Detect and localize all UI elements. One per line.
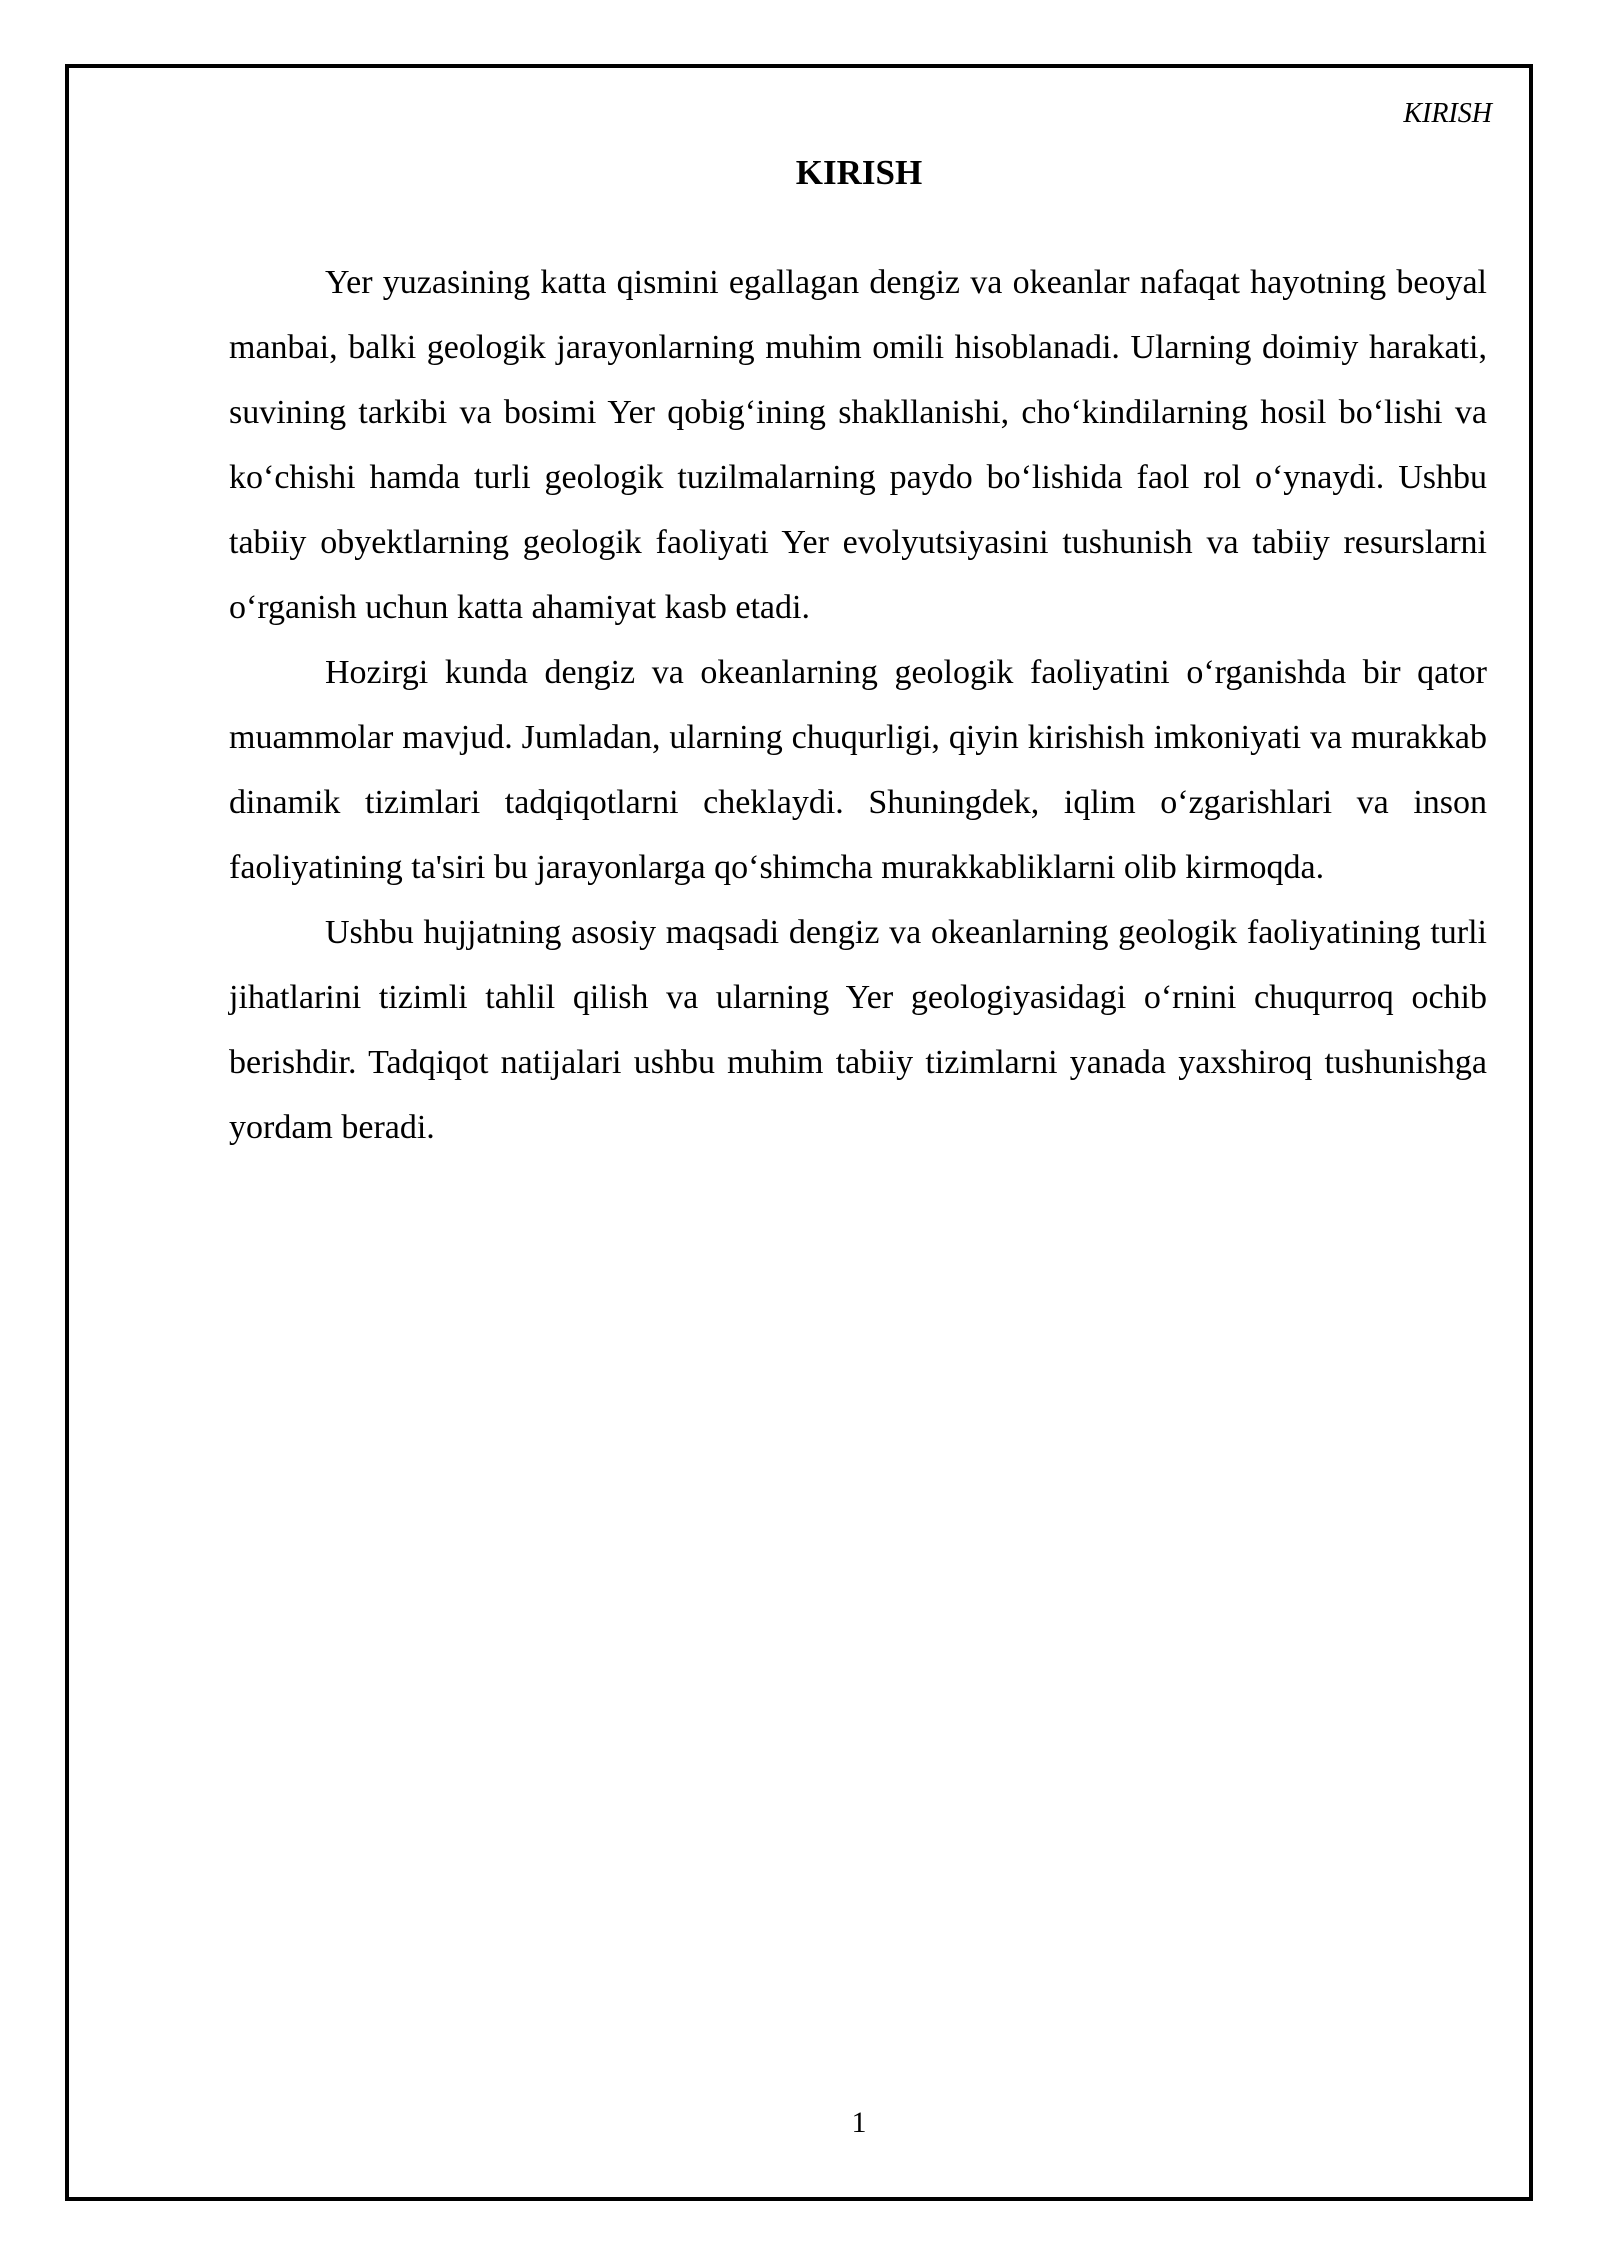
document-body [229,250,1487,1160]
paragraph-3: Ushbu hujjatning asosiy maqsadi dengiz va okeanlarning geologik faoliyatining turli jihatlarini tizimli tahlil qilish va ularning Yer geologiyasidagi o‘rnini chuqurroq ochib berishdir. Tadqiqot natijalari ushbu muhim tabiiy tizimlarni yanada yaxshiroq tushunishga yordam beradi. [229,914,1487,1146]
running-header: KIRISH [1403,98,1492,129]
paragraph-2: Hozirgi kunda dengiz va okeanlarning geologik faoliyatini o‘rganishda bir qator muammolar mavjud. Jumladan, ularning chuqurligi, qiyin kirishish imkoniyati va murakkab dinamik tizimlari tadqiqotlarni cheklaydi. Shuningdek, iqlim o‘zgarishlari va inson faoliyatining ta'siri bu jarayonlarga qo‘shimcha murakkabliklarni olib kirmoqda. [229,654,1487,886]
document-title: KIRISH [795,153,923,192]
page-number: 1 [851,2106,867,2139]
paragraph-1: Yer yuzasining katta qismini egallagan dengiz va okeanlar nafaqat hayotning beoyal manbai, balki geologik jarayonlarning muhim omili hisoblanadi. Ularning doimiy harakati, suvining tarkibi va bosimi Yer qobig‘ining shakllanishi, cho‘kindilarning hosil bo‘lishi va ko‘chishi hamda turli geologik tuzilmalarning paydo bo‘lishida faol rol o‘ynaydi. Ushbu tabiiy obyektlarning geologik faoliyati Yer evolyutsiyasini tushunish va tabiiy resurslarni o‘rganish uchun katta ahamiyat kasb etadi. [229,264,1487,626]
